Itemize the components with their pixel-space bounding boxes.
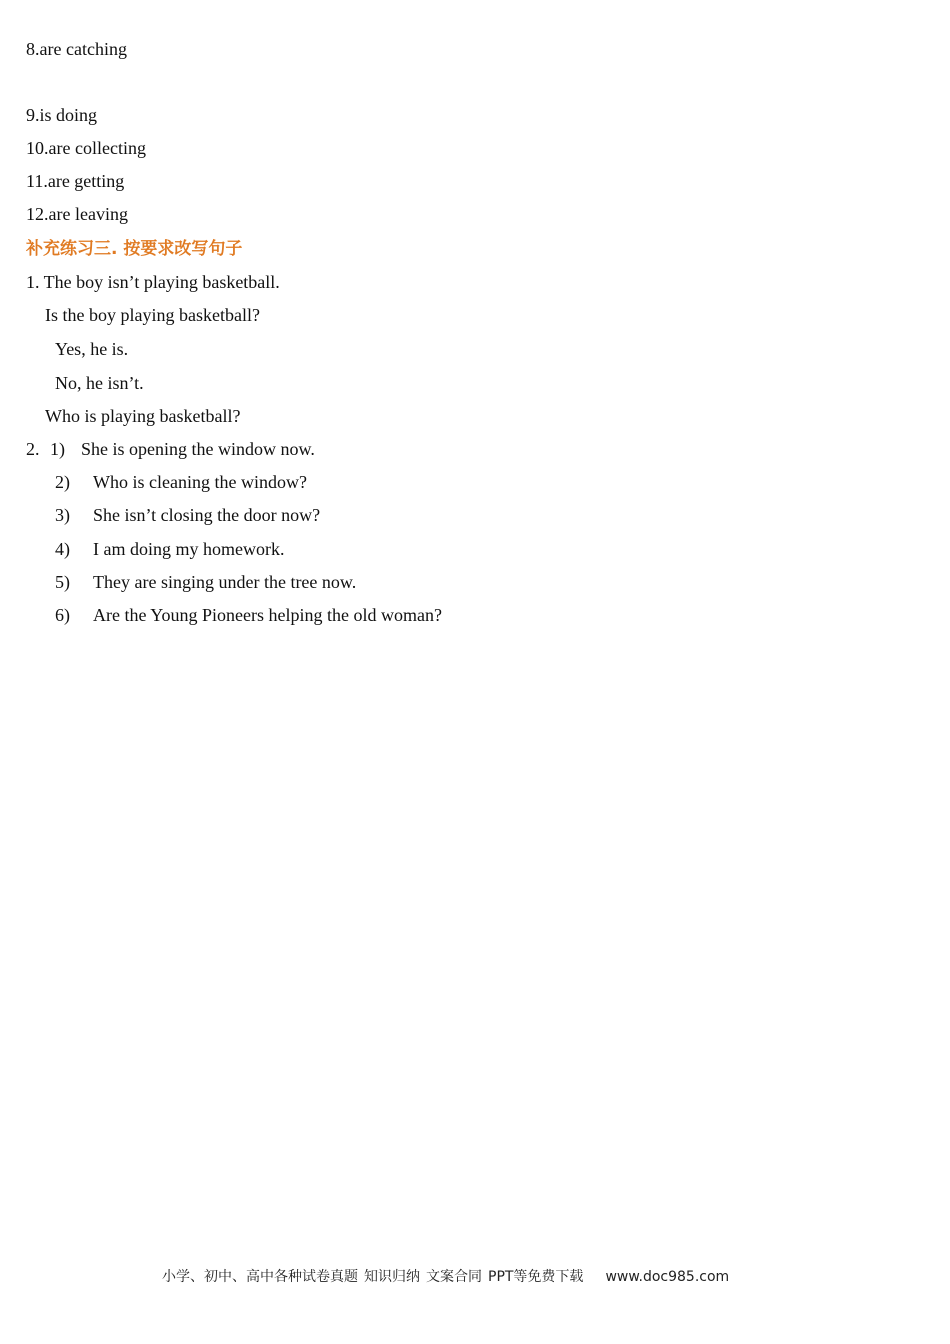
q2-item-number: 2)	[55, 472, 70, 492]
q1-original-sentence: 1. The boy isn’t playing basketball.	[26, 272, 280, 292]
footer-docs: 文案合同	[426, 1269, 482, 1285]
q2-item-1	[50, 438, 315, 460]
q2-item-text: She isn’t closing the door now?	[93, 505, 321, 525]
q2-item-number: 4)	[55, 539, 70, 559]
q2-item-text: Who is cleaning the window?	[93, 472, 307, 492]
answer-line-11: 11.are getting	[26, 171, 125, 191]
q2-prefix: 2.	[26, 439, 40, 459]
answer-line-12: 12.are leaving	[26, 204, 128, 224]
q2-item-number: 6)	[55, 605, 70, 625]
q2-item-number: 3)	[55, 505, 70, 525]
q2-item-text: She is opening the window now.	[81, 439, 315, 459]
q2-item-5	[55, 571, 356, 593]
q1-no-answer: No, he isn’t.	[55, 373, 144, 393]
q1-who-question: Who is playing basketball?	[45, 406, 241, 426]
q2-item-6	[55, 604, 442, 626]
q1-yes-answer: Yes, he is.	[55, 339, 129, 359]
answer-line-8: 8.are catching	[26, 39, 127, 59]
page-footer	[162, 1266, 729, 1286]
q1-general-question: Is the boy playing basketball?	[45, 305, 260, 325]
q2-item-2	[55, 471, 307, 493]
q2-item-4	[55, 538, 284, 560]
q2-item-number: 1)	[50, 439, 65, 459]
q2-item-number: 5)	[55, 572, 70, 592]
q2-item-text: Are the Young Pioneers helping the old woman?	[93, 605, 442, 625]
footer-levels: 小学、初中、高中各种试卷真题	[162, 1269, 358, 1285]
answer-line-10: 10.are collecting	[26, 138, 146, 158]
q2-item-text: They are singing under the tree now.	[93, 572, 357, 592]
footer-ppt: PPT等免费下载	[488, 1269, 584, 1285]
answer-line-9: 9.is doing	[26, 105, 98, 125]
q2-item-text: I am doing my homework.	[93, 539, 285, 559]
section-heading: 补充练习三. 按要求改写句子	[26, 239, 243, 259]
footer-knowledge: 知识归纳	[364, 1269, 420, 1285]
q2-item-3	[55, 504, 320, 526]
footer-site-link[interactable]: www.doc985.com	[605, 1269, 730, 1285]
